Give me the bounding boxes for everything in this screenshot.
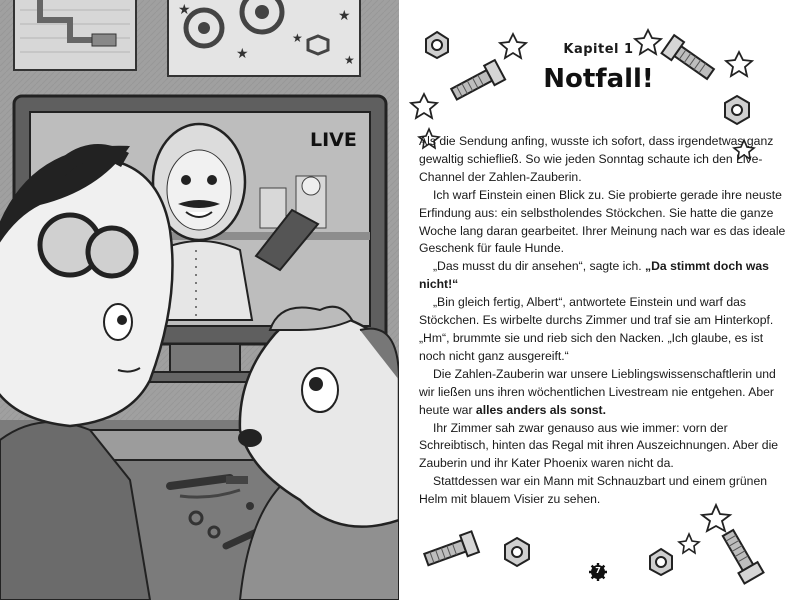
- paragraph-text: „Das musst du dir ansehen“, sagte ich.: [433, 259, 646, 274]
- chapter-title: Notfall!: [543, 64, 654, 94]
- paragraph-text: Die Zahlen-Zauberin war unsere Lieblingswissenschaftlerin und wir ließen uns ihren wöchentlichen Livestream nie entgehen. Aber heute war: [419, 366, 776, 417]
- svg-text:★: ★: [338, 8, 351, 24]
- paragraph: Ich warf Einstein einen Blick zu. Sie probierte gerade ihre neuste Erfindung aus: ein selbstholendes Stöckchen. Sie hatte die ganze Woche lang daran gearbeitet. Ihrer Meinung nach war es das ideale Geschenk für faule Hunde.: [419, 187, 786, 256]
- star-icon: [411, 94, 437, 118]
- paragraph-emphasis: „Da stimmt doch was nicht!“: [419, 259, 769, 292]
- live-badge: LIVE: [310, 129, 357, 151]
- chapter-body: [419, 133, 787, 509]
- paragraph: [419, 258, 787, 294]
- bolt-icon: [718, 527, 763, 583]
- page-number-text: 7: [595, 566, 601, 575]
- gear-poster: [168, 0, 360, 76]
- paragraph: Stattdessen war ein Mann mit Schnauzbart und einem grünen Helm mit blauem Visier zu sehen.: [419, 474, 767, 507]
- paragraph-emphasis: alles anders als sonst.: [475, 402, 606, 417]
- paragraph: Ihr Zimmer sah zwar genauso aus wie immer: vorn der Schreibtisch, hinten das Regal mit ihren Auszeichnungen. Aber die Zauberin und ihr Kater Phoenix waren nicht da.: [419, 420, 779, 471]
- dog-character: [238, 307, 399, 600]
- chapter-label: Kapitel 1: [563, 42, 634, 57]
- paragraph: „Bin gleich fertig, Albert“, antwortete Einstein und warf das Stöckchen. Es wirbelte durchs Zimmer und traf sie am Hinterkopf. „Hm“, brummte sie und rieb sich den Nacken. „Ich glaube, es ist noch nicht ganz ausgereift.“: [419, 295, 774, 363]
- bolt-icon: [423, 531, 479, 569]
- nut-icon: [650, 549, 672, 575]
- nut-icon: [725, 96, 749, 124]
- paragraph: Als die Sendung anfing, wusste ich sofort, dass irgendetwas ganz gewaltig schiefließ. So wie jeden Sonntag schaute ich den Live-Channel der Zahlen-Zauberin.: [419, 134, 774, 184]
- svg-text:★: ★: [292, 31, 303, 45]
- page-number: [589, 563, 607, 581]
- svg-text:★: ★: [236, 46, 249, 62]
- text-page: [399, 0, 798, 600]
- svg-text:★: ★: [344, 53, 355, 67]
- blueprint-poster: [14, 0, 136, 70]
- nut-icon: [505, 538, 529, 566]
- star-icon: [679, 534, 699, 553]
- paragraph: [419, 366, 787, 420]
- svg-text:★: ★: [178, 2, 191, 18]
